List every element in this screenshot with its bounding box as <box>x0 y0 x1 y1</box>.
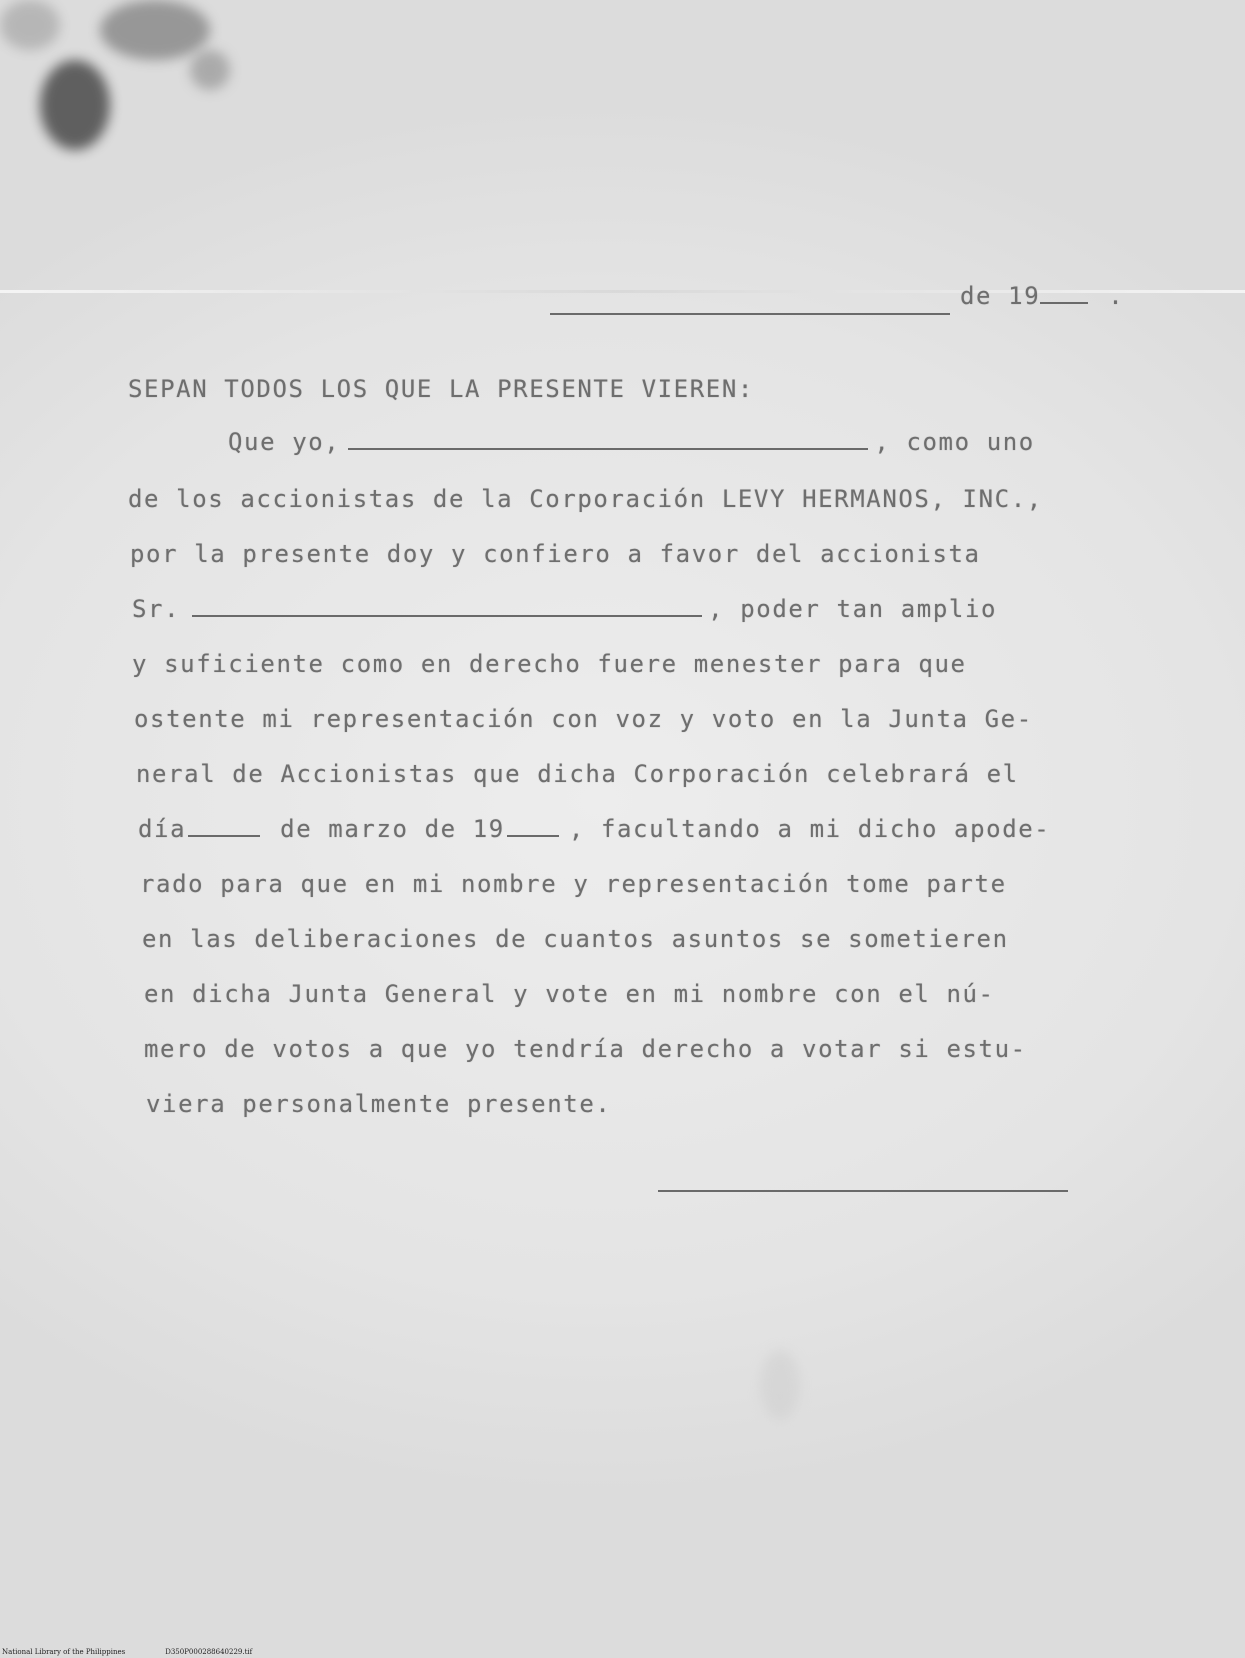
proxy-name-blank <box>192 613 702 617</box>
grantor-name-blank <box>348 446 868 450</box>
body-line-9: rado para que en mi nombre y representación tome parte <box>140 870 1007 898</box>
dia-text: día <box>138 815 187 843</box>
body-line-11: en dicha Junta General y vote en mi nombre con el nú- <box>144 980 995 1008</box>
day-blank <box>188 833 260 837</box>
body-line-5: y suficiente como en derecho fuere menester para que <box>132 650 967 678</box>
signature-line <box>658 1190 1068 1192</box>
body-line-1 <box>228 428 1035 456</box>
date-line <box>960 282 1124 310</box>
form-heading: SEPAN TODOS LOS QUE LA PRESENTE VIEREN: <box>128 375 754 403</box>
body-line-2: de los accionistas de la Corporación LEVY HERMANOS, INC., <box>128 485 1043 513</box>
marzo-text: de marzo de 19 <box>280 815 505 843</box>
como-uno-text: , como uno <box>874 428 1035 456</box>
body-line-13: viera personalmente presente. <box>146 1090 612 1118</box>
que-yo-text: Que yo, <box>228 428 341 456</box>
date-end-mark: . <box>1108 282 1125 310</box>
body-line-12: mero de votos a que yo tendría derecho a votar si estu- <box>144 1035 1027 1063</box>
meeting-year-blank <box>507 833 559 837</box>
body-line-3: por la presente doy y confiero a favor del accionista <box>130 540 981 568</box>
sr-text: Sr. <box>132 595 181 623</box>
scan-footer <box>2 1648 292 1656</box>
date-blank-line <box>550 313 950 315</box>
facultando-text: , facultando a mi dicho apode- <box>568 815 1051 843</box>
body-line-8 <box>138 815 1050 843</box>
body-line-4 <box>132 595 997 623</box>
body-line-10: en las deliberaciones de cuantos asuntos se sometieren <box>142 925 1009 953</box>
library-credit: National Library of the Philippines <box>2 1648 126 1656</box>
body-line-6: ostente mi representación con voz y voto en la Junta Ge- <box>134 705 1033 733</box>
body-line-7: neral de Accionistas que dicha Corporación celebrará el <box>136 760 1019 788</box>
scan-filename: D350P000288640229.tif <box>165 1648 253 1656</box>
date-year-label: de 19 <box>960 282 1041 310</box>
poder-text: , poder tan amplio <box>708 595 998 623</box>
year-blank <box>1040 300 1088 304</box>
